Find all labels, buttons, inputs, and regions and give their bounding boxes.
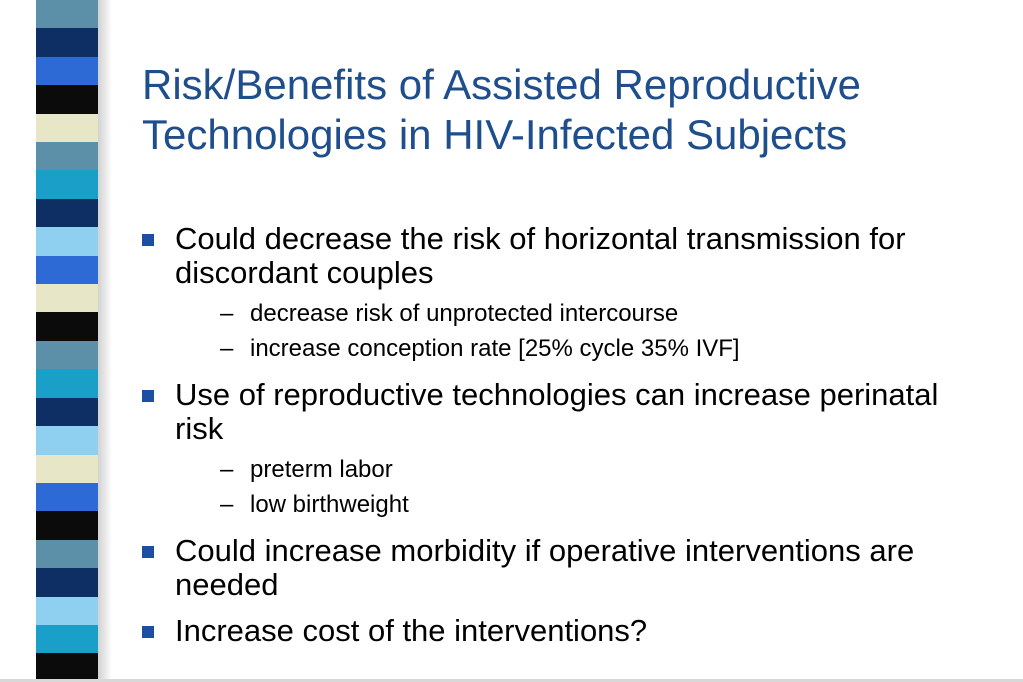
stripe-band: [36, 0, 98, 28]
stripe-band: [36, 625, 98, 653]
square-bullet-icon: [142, 546, 154, 558]
stripe-band: [36, 28, 98, 56]
bullet-text: Could increase morbidity if operative interventions are needed: [175, 533, 915, 602]
stripe-band: [36, 653, 98, 681]
stripe-band: [36, 227, 98, 255]
dash-icon: –: [220, 491, 234, 518]
dash-icon: –: [220, 456, 234, 483]
bullet-text: Use of reproductive technologies can increase perinatal risk: [175, 377, 939, 446]
bullet-text: Could decrease the risk of horizontal transmission for discordant couples: [175, 221, 906, 290]
square-bullet-icon: [142, 390, 154, 402]
stripe-band: [36, 170, 98, 198]
sub-bullet-item: [175, 296, 982, 331]
bullet-item: [142, 534, 982, 602]
stripe-band: [36, 483, 98, 511]
stripe-band: [36, 199, 98, 227]
bullet-item: [142, 222, 982, 366]
stripe-band: [36, 426, 98, 454]
stripe-band: [36, 114, 98, 142]
stripe-band: [36, 85, 98, 113]
bullet-text: Increase cost of the interventions?: [175, 613, 648, 648]
stripe-band: [36, 540, 98, 568]
sub-bullet-text: low birthweight: [250, 491, 409, 518]
decorative-stripe: [36, 0, 98, 682]
stripe-band: [36, 398, 98, 426]
dash-icon: –: [220, 300, 234, 327]
stripe-band: [36, 369, 98, 397]
bullet-item: [142, 378, 982, 522]
dash-icon: –: [220, 335, 234, 362]
stripe-band: [36, 142, 98, 170]
sub-bullet-item: [175, 452, 982, 487]
sub-bullet-text: preterm labor: [250, 456, 393, 483]
square-bullet-icon: [142, 234, 154, 246]
stripe-band: [36, 256, 98, 284]
bullet-list: [142, 222, 982, 648]
sub-bullet-item: [175, 487, 982, 522]
stripe-band: [36, 511, 98, 539]
stripe-band: [36, 455, 98, 483]
stripe-band: [36, 568, 98, 596]
stripe-band: [36, 284, 98, 312]
stripe-band: [36, 312, 98, 340]
stripe-band: [36, 597, 98, 625]
slide-title: Risk/Benefits of Assisted Reproductive Technologies in HIV-Infected Subjects: [142, 61, 862, 158]
square-bullet-icon: [142, 626, 154, 638]
stripe-shadow: [98, 0, 112, 682]
bullet-item: [142, 614, 982, 648]
stripe-band: [36, 341, 98, 369]
sub-bullet-text: increase conception rate [25% cycle 35% IVF]: [250, 335, 740, 362]
sub-bullet-text: decrease risk of unprotected intercourse: [250, 300, 679, 327]
sub-bullet-item: [175, 331, 982, 366]
stripe-band: [36, 57, 98, 85]
